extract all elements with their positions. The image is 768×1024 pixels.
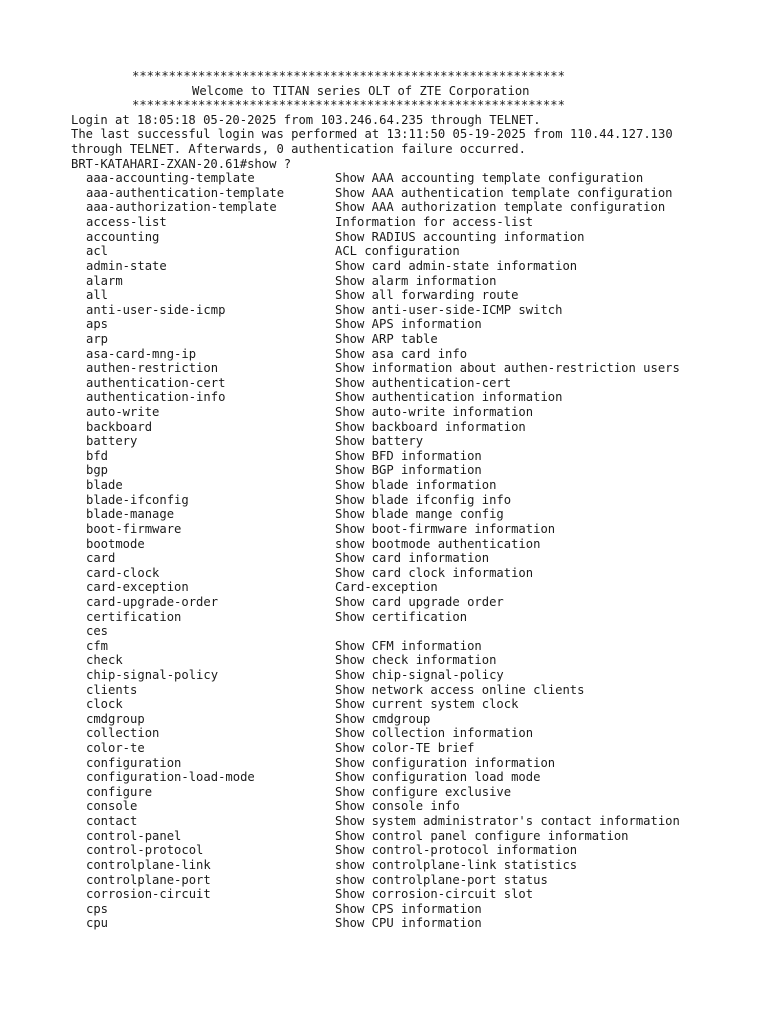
list-item: [71, 405, 761, 420]
command-name: cpu: [86, 916, 109, 931]
command-description: Show configuration information: [335, 755, 556, 770]
list-item: [71, 537, 761, 552]
command-description: Show APS information: [335, 317, 482, 332]
command-name: configure: [86, 784, 153, 799]
list-item: [71, 726, 761, 741]
command-name: accounting: [86, 229, 160, 244]
banner-top-border: ***********************************************************: [132, 69, 565, 83]
command-description: Show authentication-cert: [335, 375, 512, 390]
list-item: [71, 814, 761, 829]
command-description: Show AAA authorization template configuration: [335, 200, 666, 215]
list-item: [71, 522, 761, 537]
command-description: Show blade ifconfig info: [335, 492, 512, 507]
command-description: ACL configuration: [335, 244, 460, 259]
command-description: Show all forwarding route: [335, 288, 519, 303]
list-item: [71, 171, 761, 186]
command-name: card-exception: [86, 580, 189, 595]
list-item: [71, 668, 761, 683]
list-item: [71, 770, 761, 785]
command-name: aps: [86, 317, 109, 332]
list-item: [71, 873, 761, 888]
list-item: [71, 610, 761, 625]
command-description: Show CPS information: [335, 901, 482, 916]
command-description: show bootmode authentication: [335, 536, 541, 551]
command-description: Show color-TE brief: [335, 741, 475, 756]
command-description: Show card admin-state information: [335, 258, 578, 273]
list-item: [71, 259, 761, 274]
list-item: [71, 843, 761, 858]
command-name: control-panel: [86, 828, 182, 843]
list-item: [71, 215, 761, 230]
command-description: Show control-protocol information: [335, 843, 578, 858]
command-name: collection: [86, 726, 160, 741]
list-item: [71, 361, 761, 376]
command-description: Show collection information: [335, 726, 534, 741]
list-item: [71, 507, 761, 522]
list-item: [71, 449, 761, 464]
list-item: [71, 566, 761, 581]
command-description: Show configure exclusive: [335, 784, 512, 799]
command-description: Show BGP information: [335, 463, 482, 478]
command-name: aaa-authentication-template: [86, 185, 285, 200]
command-name: cfm: [86, 638, 109, 653]
command-name: blade-manage: [86, 507, 175, 522]
command-description: Show battery: [335, 434, 424, 449]
list-item: [71, 653, 761, 668]
list-item: [71, 902, 761, 917]
list-item: [71, 478, 761, 493]
list-item: [71, 303, 761, 318]
command-name: chip-signal-policy: [86, 667, 219, 682]
command-name: aaa-accounting-template: [86, 171, 255, 186]
command-name: color-te: [86, 741, 145, 756]
command-description: Show blade mange config: [335, 507, 504, 522]
command-name: clients: [86, 682, 138, 697]
command-name: authen-restriction: [86, 361, 219, 376]
command-description: Show control panel configure information: [335, 828, 629, 843]
command-description: Show chip-signal-policy: [335, 667, 504, 682]
command-name: control-protocol: [86, 843, 204, 858]
list-item: [71, 186, 761, 201]
command-description: Show alarm information: [335, 273, 497, 288]
list-item: [71, 712, 761, 727]
command-name: certification: [86, 609, 182, 624]
list-item: [71, 420, 761, 435]
command-description: show controlplane-port status: [335, 872, 548, 887]
command-description: Show check information: [335, 653, 497, 668]
command-description: Show cmdgroup: [335, 711, 431, 726]
command-name: card-upgrade-order: [86, 594, 219, 609]
command-description: Show card information: [335, 551, 490, 566]
command-description: Show backboard information: [335, 419, 526, 434]
command-name: controlplane-port: [86, 872, 211, 887]
command-description: Show system administrator's contact information: [335, 814, 680, 829]
list-item: [71, 916, 761, 931]
command-description: Show AAA authentication template configuration: [335, 185, 673, 200]
command-description: Show authentication information: [335, 390, 563, 405]
command-name: authentication-cert: [86, 375, 226, 390]
command-name: blade: [86, 478, 123, 493]
login-info: Login at 18:05:18 05-20-2025 from 103.246.64.235 through TELNET.: [71, 112, 541, 127]
command-name: arp: [86, 331, 109, 346]
command-name: bgp: [86, 463, 109, 478]
list-item: [71, 493, 761, 508]
list-item: [71, 785, 761, 800]
command-description: Information for access-list: [335, 215, 534, 230]
list-item: [71, 332, 761, 347]
command-name: card: [86, 551, 116, 566]
list-item: [71, 288, 761, 303]
command-description: Show card clock information: [335, 565, 534, 580]
command-name: bootmode: [86, 536, 145, 551]
command-name: alarm: [86, 273, 123, 288]
command-name: all: [86, 288, 109, 303]
command-name: cmdgroup: [86, 711, 145, 726]
list-item: [71, 390, 761, 405]
command-description: [335, 624, 761, 639]
command-name: auto-write: [86, 405, 160, 420]
command-description: Card-exception: [335, 580, 438, 595]
last-login-info: The last successful login was performed at 13:11:50 05-19-2025 from 110.44.127.130: [71, 127, 673, 142]
command-name: blade-ifconfig: [86, 492, 189, 507]
command-name: battery: [86, 434, 138, 449]
command-description: Show certification: [335, 609, 468, 624]
command-name: clock: [86, 697, 123, 712]
list-item: [71, 756, 761, 771]
command-name: ces: [86, 624, 109, 639]
command-prompt[interactable]: BRT-KATAHARI-ZXAN-20.61#show ?: [71, 156, 292, 171]
list-item: [71, 200, 761, 215]
command-description: Show information about authen-restriction users: [335, 361, 680, 376]
command-name: anti-user-side-icmp: [86, 302, 226, 317]
banner-bottom-border: ***********************************************************: [132, 98, 565, 113]
command-name: aaa-authorization-template: [86, 200, 277, 215]
terminal-output[interactable]: [71, 69, 761, 931]
last-login-info-continued: through TELNET. Afterwards, 0 authentication failure occurred.: [71, 142, 526, 157]
command-name: configuration-load-mode: [86, 770, 255, 785]
command-description: Show ARP table: [335, 331, 438, 346]
command-description: Show AAA accounting template configuration: [335, 171, 644, 186]
command-description: Show CPU information: [335, 916, 482, 931]
command-name: configuration: [86, 755, 182, 770]
list-item: [71, 858, 761, 873]
command-name: backboard: [86, 419, 153, 434]
command-description: Show BFD information: [335, 448, 482, 463]
command-description: Show auto-write information: [335, 405, 534, 420]
command-description: Show asa card info: [335, 346, 468, 361]
list-item: [71, 317, 761, 332]
command-name: corrosion-circuit: [86, 887, 211, 902]
list-item: [71, 230, 761, 245]
command-description: Show corrosion-circuit slot: [335, 887, 534, 902]
list-item: [71, 639, 761, 654]
command-name: console: [86, 799, 138, 814]
command-description: Show console info: [335, 799, 460, 814]
command-description: Show boot-firmware information: [335, 521, 556, 536]
command-name: cps: [86, 901, 109, 916]
list-item: [71, 697, 761, 712]
list-item: [71, 551, 761, 566]
command-description: Show blade information: [335, 478, 497, 493]
list-item: [71, 683, 761, 698]
list-item: [71, 829, 761, 844]
command-name: asa-card-mng-ip: [86, 346, 197, 361]
command-name: contact: [86, 814, 138, 829]
command-description: show controlplane-link statistics: [335, 857, 578, 872]
command-description: Show CFM information: [335, 638, 482, 653]
command-name: admin-state: [86, 258, 167, 273]
list-item: [71, 434, 761, 449]
list-item: [71, 244, 761, 259]
command-description: Show RADIUS accounting information: [335, 229, 585, 244]
command-help-list: [71, 171, 761, 931]
list-item: [71, 799, 761, 814]
list-item: [71, 887, 761, 902]
list-item: [71, 347, 761, 362]
command-description: Show network access online clients: [335, 682, 585, 697]
list-item: [71, 463, 761, 478]
list-item: [71, 274, 761, 289]
command-name: boot-firmware: [86, 521, 182, 536]
command-name: card-clock: [86, 565, 160, 580]
banner-title: Welcome to TITAN series OLT of ZTE Corporation: [192, 83, 530, 98]
list-item: [71, 376, 761, 391]
command-description: Show anti-user-side-ICMP switch: [335, 302, 563, 317]
command-name: controlplane-link: [86, 857, 211, 872]
list-item: [71, 624, 761, 639]
list-item: [71, 741, 761, 756]
command-name: authentication-info: [86, 390, 226, 405]
command-name: acl: [86, 244, 109, 259]
list-item: [71, 595, 761, 610]
command-description: Show current system clock: [335, 697, 519, 712]
command-name: access-list: [86, 215, 167, 230]
command-description: Show configuration load mode: [335, 770, 541, 785]
command-description: Show card upgrade order: [335, 594, 504, 609]
list-item: [71, 580, 761, 595]
command-name: bfd: [86, 448, 109, 463]
command-name: check: [86, 653, 123, 668]
